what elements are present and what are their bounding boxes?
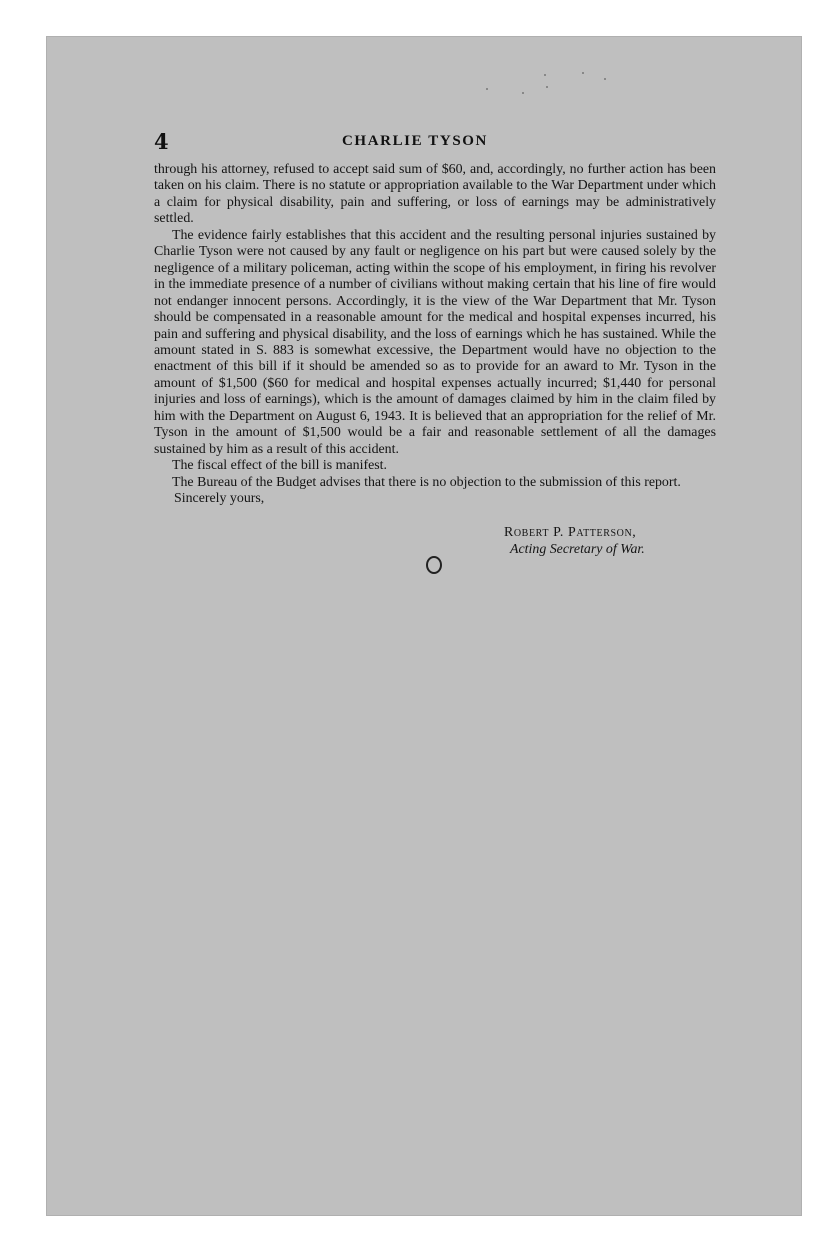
end-of-document-mark: [426, 556, 442, 574]
signer-name: Robert P. Patterson,: [504, 525, 637, 540]
paper-specks: [480, 70, 620, 100]
paragraph-budget-bureau: The Bureau of the Budget advises that there is no objection to the submission of this report.: [172, 474, 681, 490]
paragraph-continuation: through his attorney, refused to accept said sum of $60, and, accordingly, no further action has been taken on his claim. There is no statute or appropriation available to the War Department under which a claim for physical disability, pain and suffering, or loss of earnings may be administratively settled.: [154, 162, 716, 227]
paragraph-fiscal-effect: The fiscal effect of the bill is manifest.: [172, 458, 387, 474]
running-head: CHARLIE TYSON: [342, 133, 488, 149]
signer-title: Acting Secretary of War.: [510, 542, 645, 557]
signature-block: [154, 524, 716, 558]
page-number: 4: [154, 129, 169, 154]
letter-body: [154, 162, 716, 508]
paragraph-evidence: The evidence fairly establishes that this accident and the resulting personal injuries sustained by Charlie Tyson were not caused by any fault or negligence on his part but were caused solely by the negligence of a military policeman, acting within the scope of his employment, in firing his revolver in the immediate presence of a number of civilians without making certain that his line of fire would not endanger innocent persons. Accordingly, it is the view of the War Department that Mr. Tyson should be compensated in a reasonable amount for the medical and hospital expenses incurred, his pain and suffering and physical disability, and the loss of earnings which he has sustained. While the amount stated in S. 883 is somewhat excessive, the Department would have no objection to the enactment of this bill if it should be amended so as to provide for an award to Mr. Tyson in the amount of $1,500 ($60 for medical and hospital expenses actually incurred; $1,440 for personal injuries and loss of earnings), which is the amount of damages claimed by him in the claim filed by him with the Department on August 6, 1943. It is believed that an appropriation for the relief of Mr. Tyson in the amount of $1,500 would be a fair and reasonable settlement of all the damages sustained by him as a result of this accident.: [154, 227, 716, 457]
complimentary-close: Sincerely yours,: [174, 491, 265, 507]
